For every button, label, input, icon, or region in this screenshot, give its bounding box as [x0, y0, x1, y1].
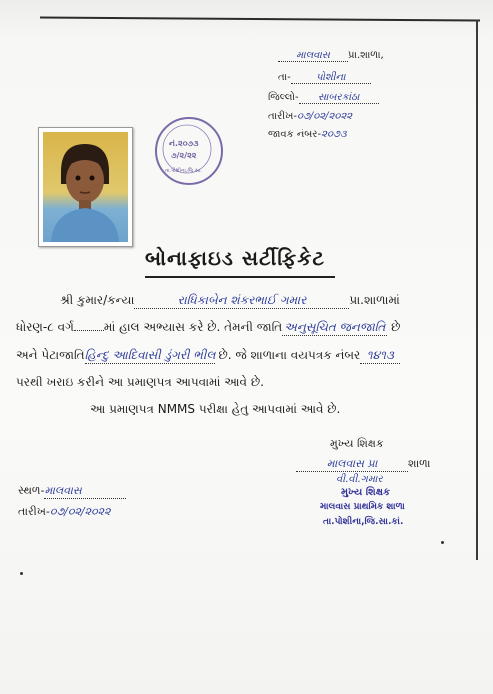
outward-label: જાવક નંબર-	[268, 129, 322, 140]
student-name: રાધિકાબેન શંકરભાઈ ગમાર	[177, 293, 307, 307]
headmaster-role: મુખ્ય શિક્ષક	[330, 437, 384, 450]
body-line-3	[16, 348, 400, 364]
register-text: છે. જે શાળાના વયપત્રક નંબર	[218, 348, 361, 362]
seal-line-2: માલવાસ પ્રાથમિક શાળા	[320, 502, 405, 512]
school-name: માલવાસ	[296, 50, 330, 61]
student-prefix: શ્રી કુમાર/કન્યા	[60, 293, 135, 307]
register-number: ૧૪૧૩	[366, 348, 394, 362]
district-value: સાબરકાંઠા	[317, 92, 360, 103]
school-type-suffix: પ્રા.શાળામાં	[349, 293, 400, 307]
seal-line-1: મુખ્ય શિક્ષક	[341, 487, 391, 498]
body-line-5: આ પ્રમાણપત્ર NMMS પરીક્ષા હેતુ આપવામાં આવે છે.	[90, 402, 341, 416]
footer-date-line	[18, 505, 111, 519]
study-text: માં હાલ અભ્યાસ કરે છે. તેમની જાતિ	[103, 320, 283, 334]
header-date-line	[268, 111, 352, 122]
district-label: જિલ્લો-	[268, 92, 299, 103]
place-label: સ્થળ-	[18, 484, 45, 497]
outward-number: ૨૦૭૩	[321, 129, 347, 140]
seal-line-3: તા.પોશીના,જિ.સા.કાં.	[323, 517, 404, 527]
header-date-label: તારીખ-	[268, 111, 297, 122]
handwritten-signature: વી.વી.ગમાર	[336, 474, 383, 485]
ink-dot	[20, 572, 23, 575]
school-suffix: પ્રા.શાળા,	[348, 50, 384, 61]
stamp-number: નં.૨૦૭૩	[169, 139, 199, 148]
title-underline	[145, 276, 335, 278]
student-photo	[38, 127, 133, 247]
caste-value: અનુસૂચિત જનજાતિ	[284, 320, 386, 334]
taluka-label: તા-	[278, 72, 291, 83]
subcaste-value: હિન્દુ આદિવાસી ડુંગરી ભીલ	[84, 348, 216, 362]
header-date-value: ૦૭/૦૨/૨૦૨૨	[296, 111, 353, 122]
body-line-1	[60, 293, 400, 309]
subcaste-label: અને પેટાજાતિ	[16, 348, 85, 362]
taluka-value: પોશીના	[315, 72, 346, 83]
right-border-line	[476, 20, 478, 560]
signature-school-suffix: શાળા	[408, 457, 431, 470]
district-line	[268, 92, 379, 104]
stamp-ring-text: તા.પોશીના,જિ.સા.	[165, 168, 202, 174]
footer-date-value: ૦૭/૦૨/૨૦૨૨	[49, 505, 111, 518]
ink-dot	[441, 541, 444, 544]
taluka-line	[278, 72, 371, 84]
office-stamp	[155, 117, 223, 185]
top-border-line	[40, 16, 480, 21]
student-portrait-icon	[43, 132, 128, 242]
body-line-2	[16, 320, 400, 336]
outward-number-line	[268, 129, 347, 140]
place-value: માલવાસ	[44, 484, 82, 497]
footer-date-label: તારીખ-	[18, 505, 50, 518]
stamp-date: ૭/૨/૨૨	[171, 151, 197, 160]
standard-label: ધોરણ-૮ વર્ગ	[16, 320, 74, 334]
place-line	[18, 484, 126, 499]
signature-school-line	[296, 457, 430, 472]
body-line-4: પરથી ખરાઇ કરીને આ પ્રમાણપત્ર આપવામાં આવે છે.	[16, 375, 264, 389]
school-name-line	[278, 50, 384, 62]
line2-suffix: છે	[391, 320, 401, 334]
signature-school: માલવાસ પ્રા	[326, 457, 378, 470]
certificate-title: બોનાફાઇડ સર્ટીફિકેટ	[145, 246, 325, 270]
